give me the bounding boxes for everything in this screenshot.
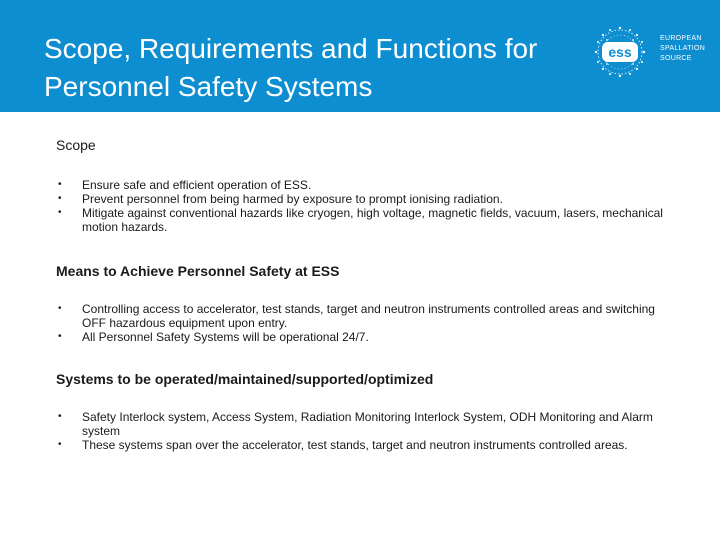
list-item-text: Controlling access to accelerator, test stands, target and neutron instruments controlled areas and switching OFF hazardous equipment upon entry. [82, 302, 655, 330]
slide-title [44, 30, 584, 106]
bullet-list [56, 178, 676, 234]
list-item [56, 410, 676, 438]
list-item [56, 438, 676, 452]
list-item [56, 330, 676, 344]
bullet-icon: • [58, 439, 62, 450]
bullet-icon: • [58, 303, 62, 314]
list-item [56, 178, 676, 192]
bullet-list [56, 410, 676, 452]
bullet-list [56, 302, 676, 344]
slide-title-line-2: Personnel Safety Systems [44, 71, 373, 102]
slide-title-line-1: Scope, Requirements and Functions for [44, 33, 538, 64]
logo-wordmark [660, 34, 705, 64]
section-scope [56, 136, 676, 234]
logo-text-line-2: SPALLATION [660, 45, 706, 52]
list-item-text: Mitigate against conventional hazards like cryogen, high voltage, magnetic fields, vacuum, lasers, mechanical motion hazards. [82, 206, 663, 234]
section-systems [56, 370, 676, 452]
list-item [56, 192, 676, 206]
list-item [56, 302, 676, 330]
list-item-text: Prevent personnel from being harmed by exposure to prompt ionising radiation. [82, 192, 503, 206]
section-heading: Scope [56, 137, 96, 153]
logo-text-line-1: EUROPEAN [660, 35, 702, 42]
list-item [56, 206, 676, 234]
bullet-icon: • [58, 331, 62, 342]
bullet-icon: • [58, 193, 62, 204]
bullet-icon: • [58, 179, 62, 190]
svg-text:ess: ess [608, 44, 632, 60]
logo-text-line-3: SOURCE [660, 55, 692, 62]
section-heading: Means to Achieve Personnel Safety at ESS [56, 263, 340, 279]
bullet-icon: • [58, 411, 62, 422]
list-item-text: All Personnel Safety Systems will be operational 24/7. [82, 330, 369, 344]
list-item-text: Ensure safe and efficient operation of ESS. [82, 178, 312, 192]
list-item-text: These systems span over the accelerator, test stands, target and neutron instruments controlled areas. [82, 438, 628, 452]
section-heading: Systems to be operated/maintained/supported/optimized [56, 371, 434, 387]
list-item-text: Safety Interlock system, Access System, Radiation Monitoring Interlock System, ODH Monitoring and Alarm system [82, 410, 653, 438]
section-means [56, 262, 676, 344]
slide-header [0, 0, 720, 112]
bullet-icon: • [58, 207, 62, 218]
